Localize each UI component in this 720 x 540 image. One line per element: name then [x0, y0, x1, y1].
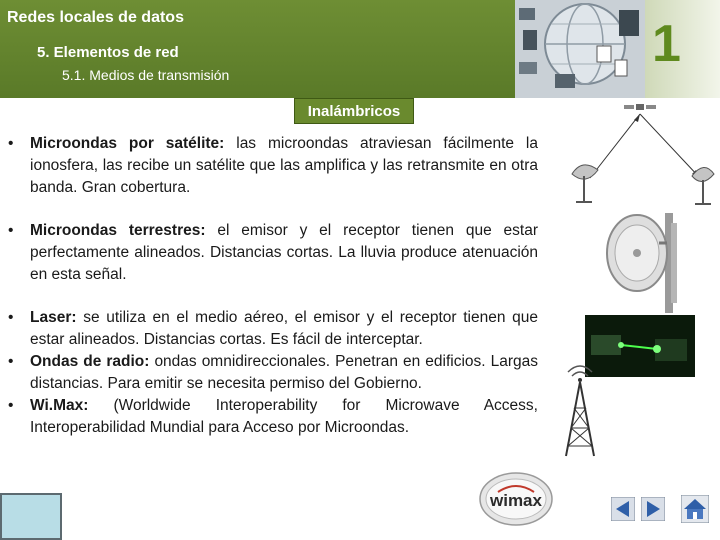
bullet-text: el emisor y el receptor tienen que estar perfectamente alineados. Distancias cortas. La lluvia produce atenuación en esta señal.: [30, 222, 539, 283]
slide-thumbnail[interactable]: [0, 493, 62, 540]
section-title: 5. Elementos de red: [37, 44, 179, 61]
bullet-term: Microondas terrestres:: [30, 222, 206, 239]
bullet-dot: •: [8, 135, 14, 152]
bullet-term: Wi.Max:: [30, 397, 89, 414]
dish-right-icon: [692, 167, 714, 204]
forward-arrow-icon: [641, 497, 665, 521]
bullet-text: (Worldwide Interoperability for Microwave Access, Interoperabilidad Mundial para Acceso por Microondas.: [30, 397, 538, 436]
home-icon: [681, 495, 709, 523]
deck-title: Redes locales de datos: [7, 9, 184, 26]
home-button[interactable]: [681, 495, 709, 523]
bullet-term: Microondas por satélite:: [30, 135, 225, 152]
dish-left-icon: [572, 165, 598, 202]
category-tag: Inalámbricos: [294, 98, 414, 124]
bullet-dot: •: [8, 309, 14, 326]
bullet-dot: •: [8, 353, 14, 370]
bullet-text: las microondas atraviesan fácilmente la ionosfera, las recibe un satélite que las amplifica y las retransmite en otra banda. Gran cobertura.: [30, 135, 538, 196]
radio-tower-icon: [560, 358, 600, 458]
bullet-item: [8, 351, 538, 395]
bullet-text: ondas omnidireccionales. Penetran en edificios. Largas distancias. Para emitir se necesita permiso del Gobierno.: [30, 353, 538, 392]
bullet-item: [8, 307, 538, 351]
network-collage-image: [515, 0, 645, 98]
forward-button[interactable]: [641, 497, 665, 521]
bullet-term: Laser:: [30, 309, 77, 326]
globe-network-icon: [515, 0, 645, 98]
wimax-logo-text: wimax: [490, 491, 542, 510]
satellite-icon: [624, 104, 656, 110]
bullet-item: [8, 395, 538, 439]
chapter-number: 1: [652, 15, 681, 73]
back-button[interactable]: [611, 497, 635, 521]
subsection-title: 5.1. Medios de transmisión: [62, 67, 230, 83]
satellite-diagram-image: [560, 100, 720, 220]
laser-image: [585, 315, 695, 377]
microwave-antenna-image: [585, 213, 705, 313]
bullet-term: Ondas de radio:: [30, 353, 150, 370]
wimax-logo: [478, 470, 554, 528]
bullet-item: [8, 133, 538, 199]
bullet-text: se utiliza en el medio aéreo, el emisor y el receptor tienen que estar alineados. Distancias cortas. Es fácil de interceptar.: [30, 309, 538, 348]
bullet-dot: •: [8, 397, 14, 414]
wimax-logo-graphic: [478, 470, 554, 528]
bullet-item: [8, 220, 538, 286]
bullet-list: [8, 133, 538, 439]
back-arrow-icon: [611, 497, 635, 521]
bullet-dot: •: [8, 222, 14, 239]
